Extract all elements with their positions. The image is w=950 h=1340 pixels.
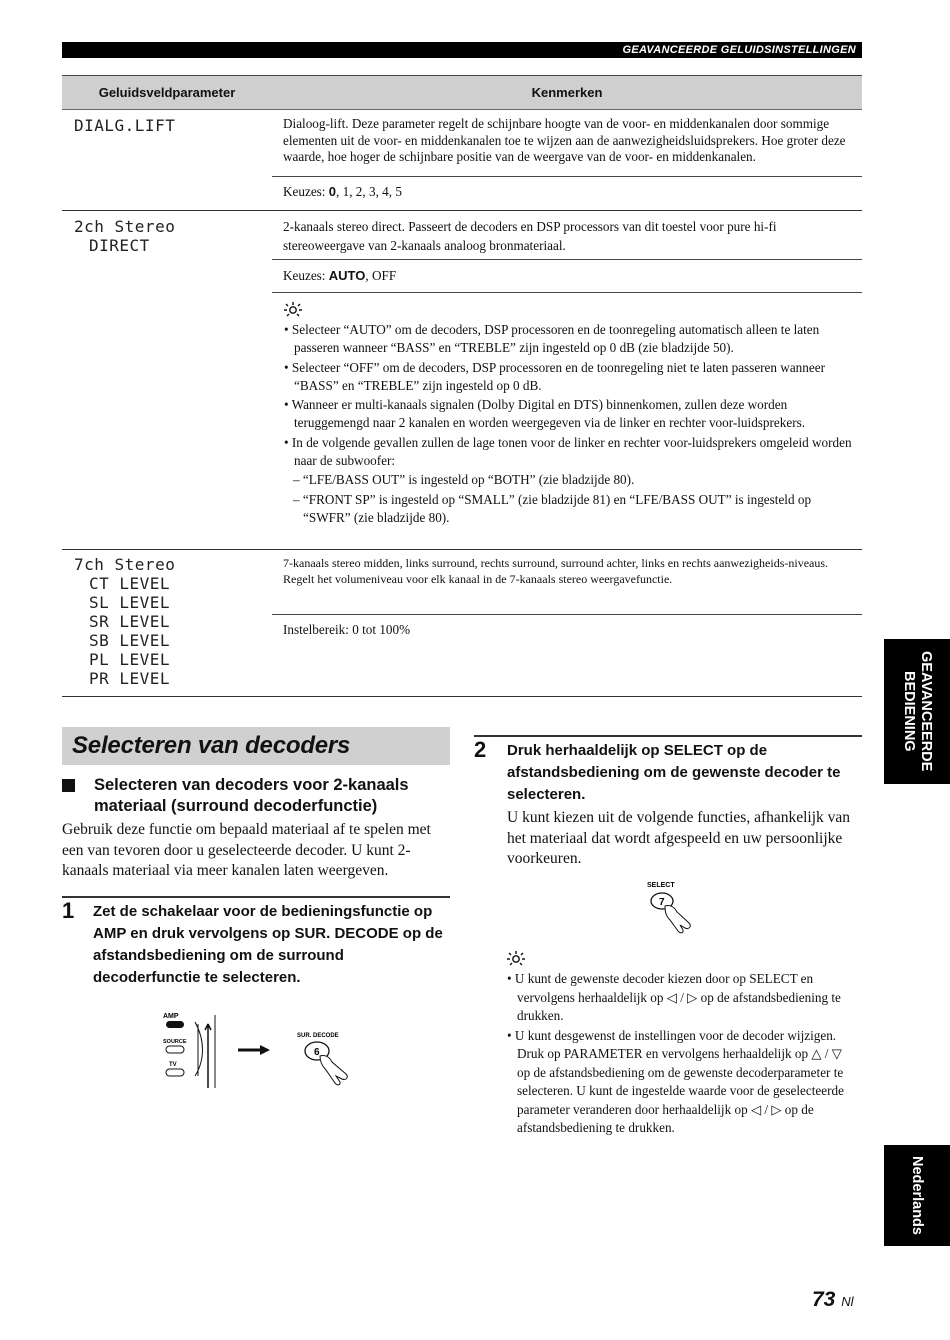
page-header: GEAVANCEERDE GELUIDSINSTELLINGEN	[62, 42, 862, 58]
section-title: Selecteren van decoders	[62, 727, 450, 765]
side-tab-language: Nederlands	[884, 1145, 950, 1246]
table-header	[62, 75, 862, 110]
svg-text:SELECT: SELECT	[647, 882, 675, 889]
select-button-illustration	[640, 875, 700, 935]
column-header-features: Kenmerken	[531, 85, 603, 100]
step-instruction: Zet de schakelaar voor de bedieningsfunctie op AMP en druk vervolgens op SUR. DECODE op de afstandsbediening om de surround decoderfunctie te selecteren.	[93, 903, 443, 986]
tip-icon	[506, 950, 526, 966]
divider	[474, 735, 862, 737]
param-choices: Keuzes: 0, 1, 2, 3, 4, 5	[283, 184, 402, 199]
table-row	[62, 211, 862, 550]
page-number: 73 Nl	[812, 1288, 854, 1311]
svg-text:SUR. DECODE: SUR. DECODE	[297, 1033, 339, 1039]
param-description: Dialoog-lift. Deze parameter regelt de schijnbare hoogte van de voor- en middenkanalen door sommige elementen uit de voor- en middenkanalen toe te wijzen aan de aanwezigheidsluidsprekers. Hoe groter deze waarde, hoe hoger de schijnbare positie van de weergave van de voor- en middenkanalen.	[272, 110, 862, 177]
param-description: 2-kanaals stereo direct. Passeert de decoders en DSP processors van dit toestel voor pure hi-fi stereoweergave van 2-kanaals analoog bronmateriaal.	[272, 211, 862, 260]
parameter-table	[62, 75, 862, 697]
remote-switch-icon	[160, 1010, 360, 1090]
square-bullet-icon	[62, 779, 75, 792]
svg-text:TV: TV	[169, 1062, 177, 1068]
step-instruction: Druk herhaaldelijk op SELECT op de afstandsbediening om de gewenste decoder te selecteren.	[507, 742, 841, 803]
tip-icon	[283, 301, 303, 317]
svg-text:6: 6	[314, 1047, 320, 1058]
svg-text:SOURCE: SOURCE	[163, 1039, 187, 1045]
param-range: Instelbereik: 0 tot 100%	[283, 622, 411, 637]
subheading: Selecteren van decoders voor 2-kanaals materiaal (surround decoderfunctie)	[62, 775, 452, 817]
param-name: 7ch Stereo CT LEVEL SL LEVEL SR LEVEL SB LEVEL PL LEVEL PR LEVEL	[74, 555, 176, 688]
step-body-text: U kunt kiezen uit de volgende functies, afhankelijk van het materiaal dat wordt afgespeeld en uw persoonlijke voorkeuren.	[507, 809, 851, 867]
side-tab-section: GEAVANCEERDE BEDIENING	[884, 639, 950, 784]
param-name: 2ch Stereo DIRECT	[74, 217, 176, 255]
select-button-icon	[640, 875, 700, 935]
step-number: 2	[474, 737, 487, 762]
svg-text:7: 7	[659, 897, 665, 908]
param-name: DIALG.LIFT	[74, 116, 176, 135]
column-header-param: Geluidsveldparameter	[98, 85, 236, 100]
param-description: 7-kanaals stereo midden, links surround, rechts surround, surround achter, links en rechts aanwezigheids-niveaus. Regelt het volumeniveau voor elk kanaal in de 7-kanaals stereo weergavefunctie.	[272, 550, 862, 615]
svg-text:AMP: AMP	[163, 1013, 179, 1020]
table-row	[62, 110, 862, 211]
param-choices: Keuzes: AUTO, OFF	[272, 260, 862, 293]
tip-list: • U kunt de gewenste decoder kiezen door op SELECT en vervolgens herhaaldelijk op ◁ / ▷ op de afstandsbediening te drukken. • U kunt desgewenst de instellingen voor de decoder wijzigen. Druk op PARAMETER en vervolgens herhaaldelijk op △ / ▽ op de afstandsbediening om de gewenste decoderparameter te selecteren. U kunt de ingestelde waarde voor de geselecteerde parameter veranderen door herhaaldelijk op ◁ / ▷ op de afstandsbediening te drukken.	[507, 971, 844, 1135]
step-number: 1	[62, 898, 75, 923]
tip-box	[272, 293, 862, 549]
intro-text: Gebruik deze functie om bepaald materiaal af te spelen met een van tevoren door u geselecteerde decoder. U kunt 2-kanaals materiaal via meer kanalen laten weergeven.	[62, 821, 431, 879]
remote-switch-illustration	[160, 1010, 360, 1090]
divider	[62, 896, 450, 898]
table-row	[62, 550, 862, 697]
tip-box	[506, 950, 856, 1139]
tip-list: • Selecteer “AUTO” om de decoders, DSP processoren en de toonregeling automatisch alleen te laten passeren wanneer “BASS” en “TREBLE” zijn ingesteld op 0 dB (zie bladzijde 50). • Selecteer “OFF” om de decoders, DSP processoren en de toonregeling niet te laten passeren wanneer “BASS” en “TREBLE” zijn ingesteld op 0 dB. • Wanneer er multi-kanaals signalen (Dolby Digital en DTS) binnenkomen, zullen deze worden teruggemengd naar 2 kanalen en worden weergegeven via de linker en rechter voor-luidsprekers. • In de volgende gevallen zullen de lage tonen voor de linker en rechter voor-luidsprekers omgeleid worden naar de subwoofer: – “LFE/BASS OUT” is ingesteld op “BOTH” (zie bladzijde 80). – “FRONT SP” is ingesteld op “SMALL” (zie bladzijde 81) en “LFE/BASS OUT” is ingesteld op “SWFR” (zie bladzijde 80).	[284, 322, 852, 525]
